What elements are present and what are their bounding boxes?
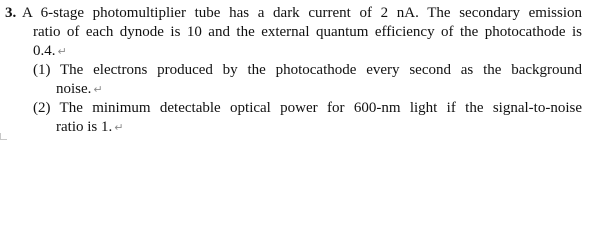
part-2-line: (2) The minimum detectable optical power for 600-nm light if the signal-to-noise — [33, 100, 582, 116]
paragraph-mark-icon: ↵ — [93, 83, 103, 96]
part-1-line: (1) The electrons produced by the photocathode every second as the background — [33, 62, 582, 78]
part-2-line: ratio is 1. ↵ — [56, 119, 124, 135]
question-number: 3. — [5, 5, 17, 21]
page-corner-mark — [0, 133, 7, 140]
question-stem-line: A 6-stage photomultiplier tube has a dark current of 2 nA. The secondary emission — [22, 5, 582, 21]
part-1-line: noise. ↵ — [56, 81, 103, 97]
question-stem-line: ratio of each dynode is 10 and the external quantum efficiency of the photocathode is — [33, 24, 582, 40]
paragraph-mark-icon: ↵ — [57, 45, 67, 58]
question-stem-line: 0.4. ↵ — [33, 43, 67, 59]
paragraph-mark-icon: ↵ — [114, 121, 124, 134]
